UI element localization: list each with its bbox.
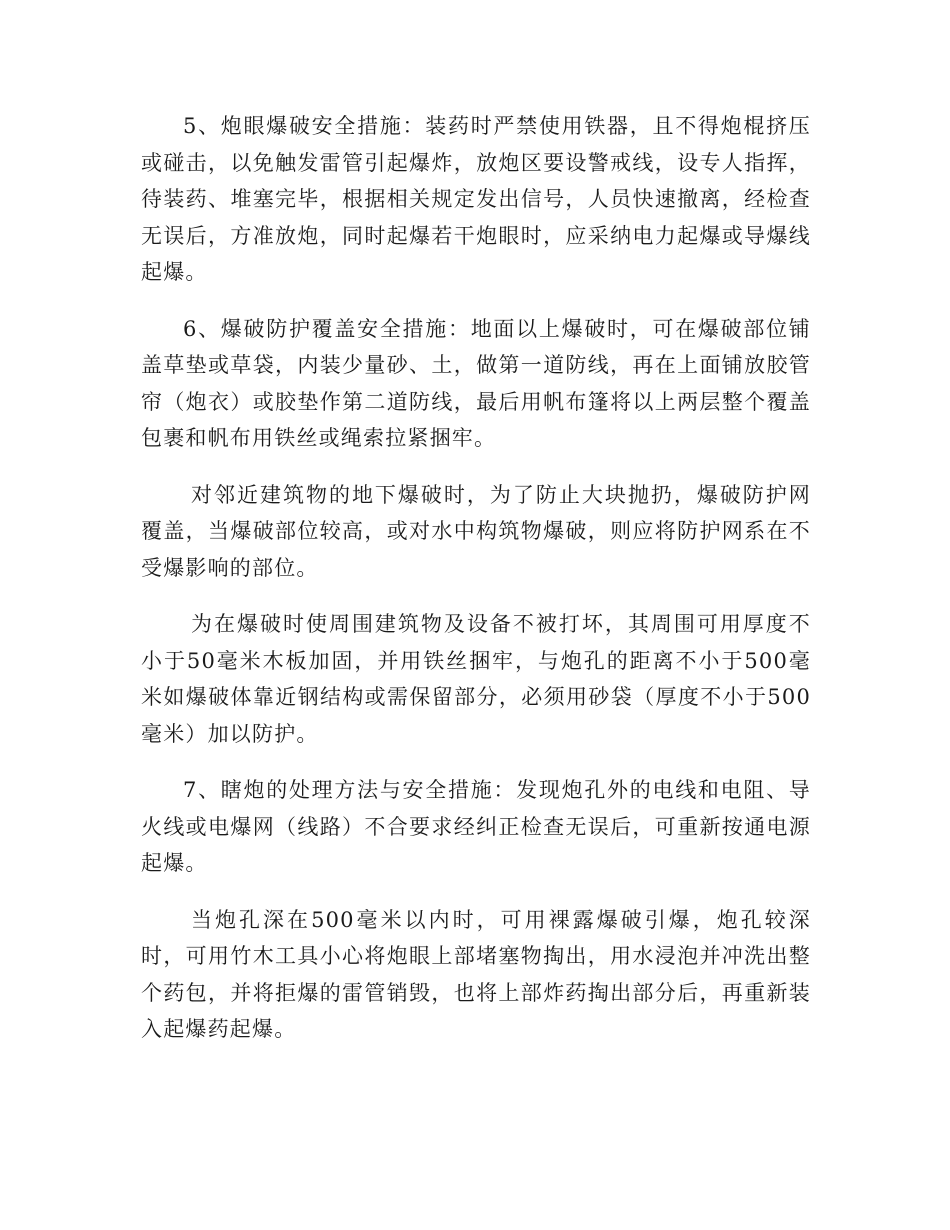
paragraph-misfire-handling: 当炮孔深在500毫米以内时，可用裸露爆破引爆，炮孔较深时，可用竹木工具小心将炮眼上部堵塞物掏出，用水浸泡并冲洗出整个药包，并将拒爆的雷管销毁，也将上部炸药掏出部分后，再重新装入起爆药起爆。 [141,907,811,1041]
paragraph-item-6: 6、爆破防护覆盖安全措施：地面以上爆破时，可在爆破部位铺盖草垫或草袋，内装少量砂、土，做第一道防线，再在上面铺放胶管帘（炮衣）或胶垫作第二道防线，最后用帆布篷将以上两层整个覆盖包裹和帆布用铁丝或绳索拉紧捆牢。 [141,316,811,450]
paragraph-protection-boards: 为在爆破时使周围建筑物及设备不被打坏，其周围可用厚度不小于50毫米木板加固，并用铁丝捆牢，与炮孔的距离不小于500毫米如爆破体靠近钢结构或需保留部分，必须用砂袋（厚度不小于500毫米）加以防护。 [141,612,811,746]
paragraph-item-7: 7、瞎炮的处理方法与安全措施：发现炮孔外的电线和电阻、导火线或电爆网（线路）不合要求经纠正检查无误后，可重新按通电源起爆。 [141,778,811,875]
paragraph-underground-blasting: 对邻近建筑物的地下爆破时，为了防止大块抛扔，爆破防护网覆盖，当爆破部位较高，或对水中构筑物爆破，则应将防护网系在不受爆影响的部位。 [141,482,811,580]
paragraph-item-5: 5、炮眼爆破安全措施：装药时严禁使用铁器，且不得炮棍挤压或碰击，以免触发雷管引起爆炸，放炮区要设警戒线，设专人指挥，待装药、堆塞完毕，根据相关规定发出信号，人员快速撤离，经检查无误后，方准放炮，同时起爆若干炮眼时，应采纳电力起爆或导爆线起爆。 [141,114,811,284]
document-body [141,108,811,1068]
